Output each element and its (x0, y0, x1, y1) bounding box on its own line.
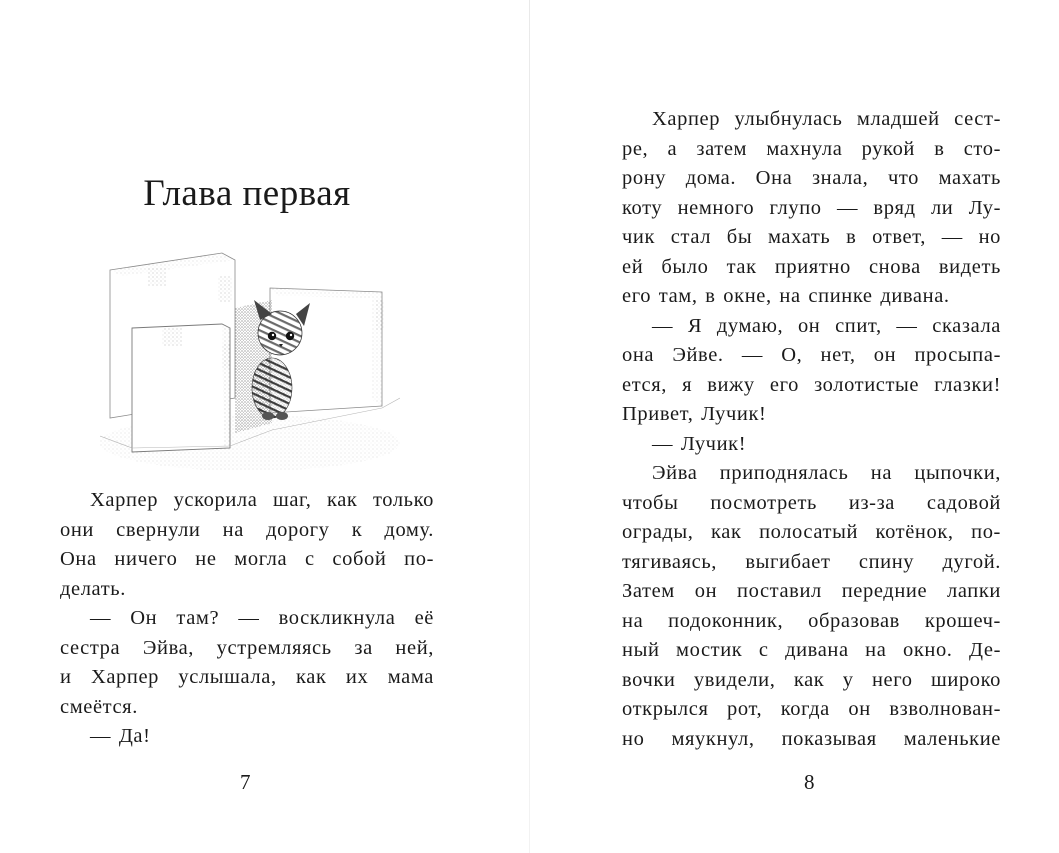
text-line: — Да! (90, 725, 151, 747)
text-line: Эйва приподнялась на цыпочки, (652, 462, 1001, 484)
text-line: чтобы посмотреть из-за садовой (622, 491, 1001, 514)
left-page-text (60, 486, 434, 752)
text-line: делать. (60, 577, 126, 600)
text-line: Харпер ускорила шаг, как только (90, 489, 434, 511)
chapter-title: Глава первая (143, 173, 351, 214)
text-line: Харпер улыбнулась младшей сест- (652, 108, 1001, 130)
page-number: 7 (240, 770, 251, 794)
text-line: ей было так приятно снова видеть (622, 255, 1001, 278)
text-line: вочки увидели, как у него широко (622, 668, 1001, 691)
text-line: — Лучик! (652, 432, 747, 455)
text-line: коту немного глупо — вряд ли Лу- (622, 196, 1001, 219)
text-line: — Он там? — воскликнула её (90, 607, 434, 629)
text-line: — Я думаю, он спит, — сказала (652, 314, 1001, 337)
text-line: она Эйве. — О, нет, он просыпа- (622, 344, 1001, 366)
text-line: Привет, Лучик! (622, 403, 767, 425)
box-front (132, 324, 230, 452)
text-line: и Харпер услышала, как их мама (60, 666, 434, 688)
text-line: ется, я вижу его золотистые глазки! (622, 373, 1001, 396)
text-line: рону дома. Она знала, что махать (622, 167, 1001, 189)
text-line: смеётся. (60, 695, 138, 718)
text-line: они свернули на дорогу к дому. (60, 518, 434, 541)
text-line: на подоконник, образовав крошеч- (622, 609, 1001, 632)
text-line: ный мостик с дивана на окно. Де- (622, 639, 1001, 661)
text-line: ограды, как полосатый котёнок, по- (622, 521, 1001, 543)
left-page (0, 0, 529, 853)
text-line: Затем он поставил передние лапки (622, 580, 1001, 602)
text-line: чик стал бы махать в ответ, — но (622, 226, 1001, 248)
kitten-among-boxes-illustration (100, 248, 400, 470)
right-page (530, 0, 1059, 853)
right-page-text (622, 105, 1001, 754)
text-line: тягиваясь, выгибает спину дугой. (622, 550, 1001, 573)
text-line: ре, а затем махнула рукой в сто- (622, 137, 1001, 160)
text-line: его там, в окне, на спинке дивана. (622, 285, 950, 307)
text-line: но мяукнул, показывая маленькие (622, 727, 1001, 750)
text-line: Она ничего не могла с собой по- (60, 548, 434, 570)
text-line: открылся рот, когда он взволнован- (622, 698, 1001, 720)
text-line: сестра Эйва, устремляясь за ней, (60, 636, 434, 659)
page-number: 8 (804, 770, 815, 794)
